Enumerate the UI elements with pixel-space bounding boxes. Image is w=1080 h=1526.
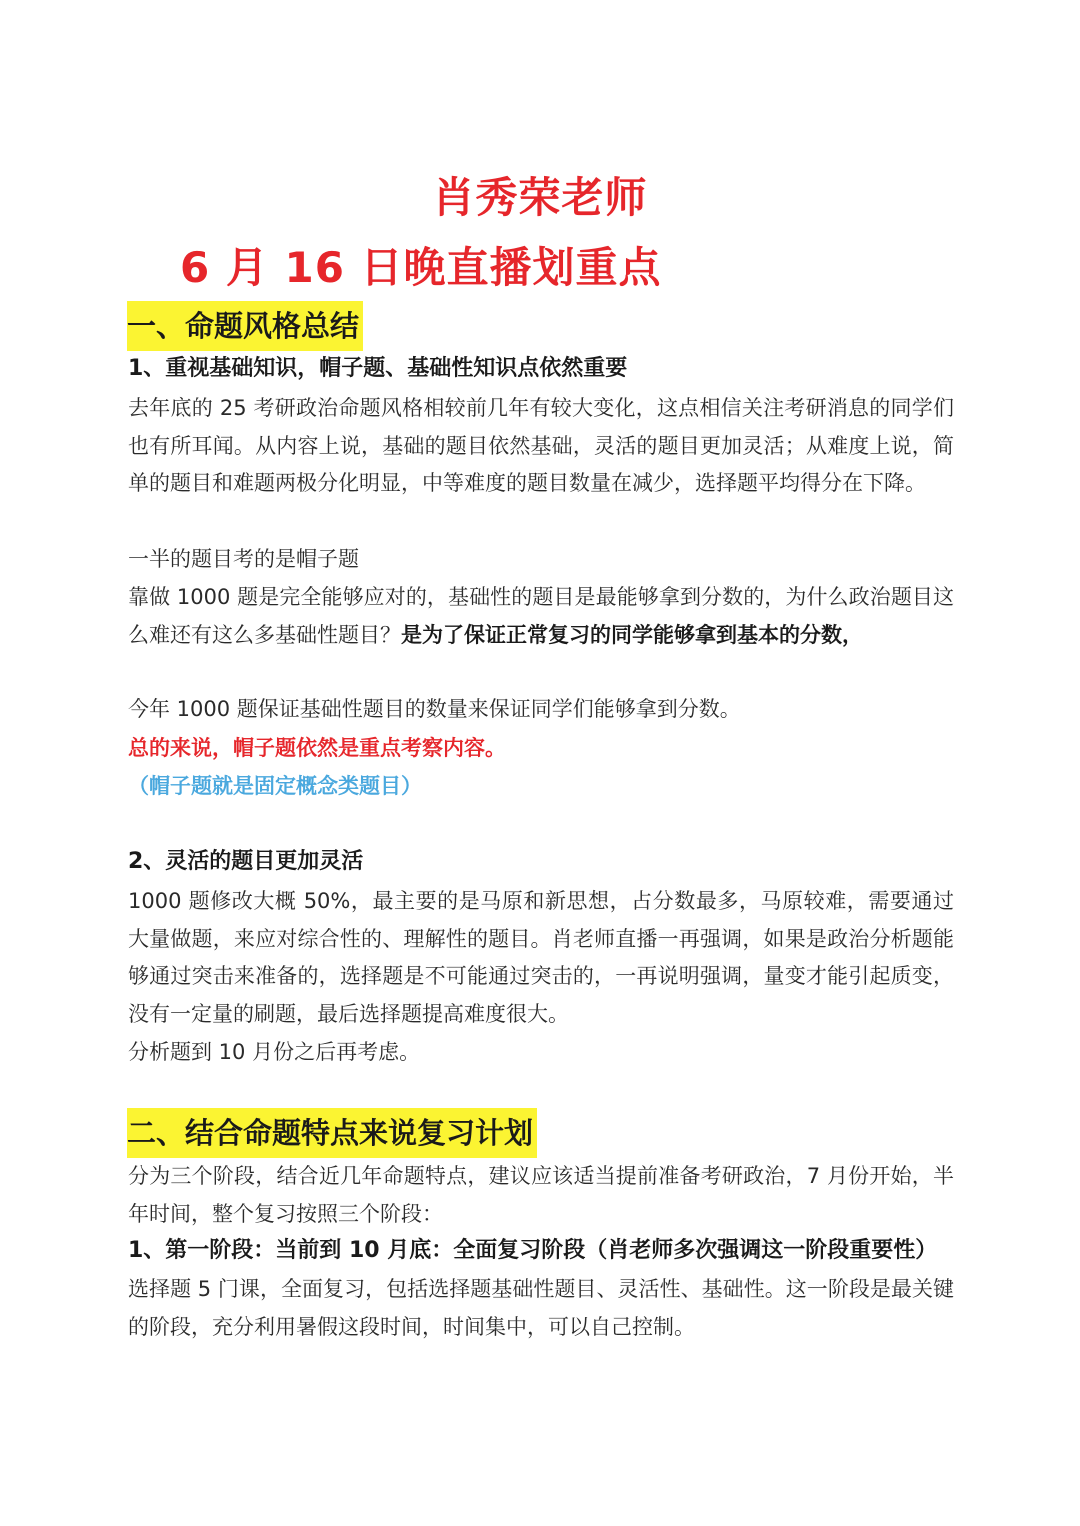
line-1000-guarantee: 今年 1000 题保证基础性题目的数量来保证同学们能够拿到分数。 — [128, 697, 741, 721]
paragraph-2-2: 选择题 5 门课，全面复习，包括选择题基础性题目、灵活性、基础性。这一阶段是最关键的阶段，充分利用暑假这段时间，时间集中，可以自己控制。 — [128, 1277, 954, 1339]
red-summary-note: 总的来说，帽子题依然是重点考察内容。 — [128, 736, 506, 760]
document-subtitle: 6 月 16 日晚直播划重点 — [180, 243, 662, 292]
paragraph-1-3: 1000 题修改大概 50%，最主要的是马原和新思想，占分数最多，马原较难，需要通过大量做题，来应对综合性的、理解性的题目。肖老师直播一再强调，如果是政治分析题能够通过突击来准备的，选择题是不可能通过突击的，一再说明强调，量变才能引起质变，没有一定量的刷题，最后选择题提高难度很大。 — [128, 889, 954, 1026]
line-hat-questions: 一半的题目考的是帽子题 — [128, 547, 359, 571]
paragraph-1-1: 去年底的 25 考研政治命题风格相较前几年有较大变化，这点相信关注考研消息的同学们也有所耳闻。从内容上说，基础的题目依然基础，灵活的题目更加灵活；从难度上说，简单的题目和难题两极分化明显，中等难度的题目数量在减少，选择题平均得分在下降。 — [128, 396, 954, 496]
paragraph-2-1: 分为三个阶段，结合近几年命题特点，建议应该适当提前准备考研政治，7 月份开始，半年时间，整个复习按照三个阶段： — [128, 1164, 954, 1226]
paragraph-1-2-normal: 靠做 1000 题是完全能够应对的，基础性的题目是最能够拿到分数的，为什么政治题目这么难还有这么多基础性题目？ — [128, 585, 954, 647]
sub-heading-1-2: 2、灵活的题目更加灵活 — [128, 849, 364, 874]
section-heading-1: 一、命题风格总结 — [127, 301, 363, 351]
line-analysis-october: 分析题到 10 月份之后再考虑。 — [128, 1040, 421, 1064]
paragraph-1-2 — [128, 579, 954, 654]
document-title: 肖秀荣老师 — [432, 173, 648, 222]
sub-heading-1-1: 1、重视基础知识，帽子题、基础性知识点依然重要 — [128, 356, 628, 381]
sub-heading-2-1: 1、第一阶段：当前到 10 月底：全面复习阶段（肖老师多次强调这一阶段重要性） — [128, 1238, 938, 1263]
paragraph-1-2-bold: 是为了保证正常复习的同学能够拿到基本的分数， — [401, 622, 863, 647]
blue-definition-note: （帽子题就是固定概念类题目） — [128, 774, 422, 798]
section-heading-2: 二、结合命题特点来说复习计划 — [127, 1108, 537, 1158]
